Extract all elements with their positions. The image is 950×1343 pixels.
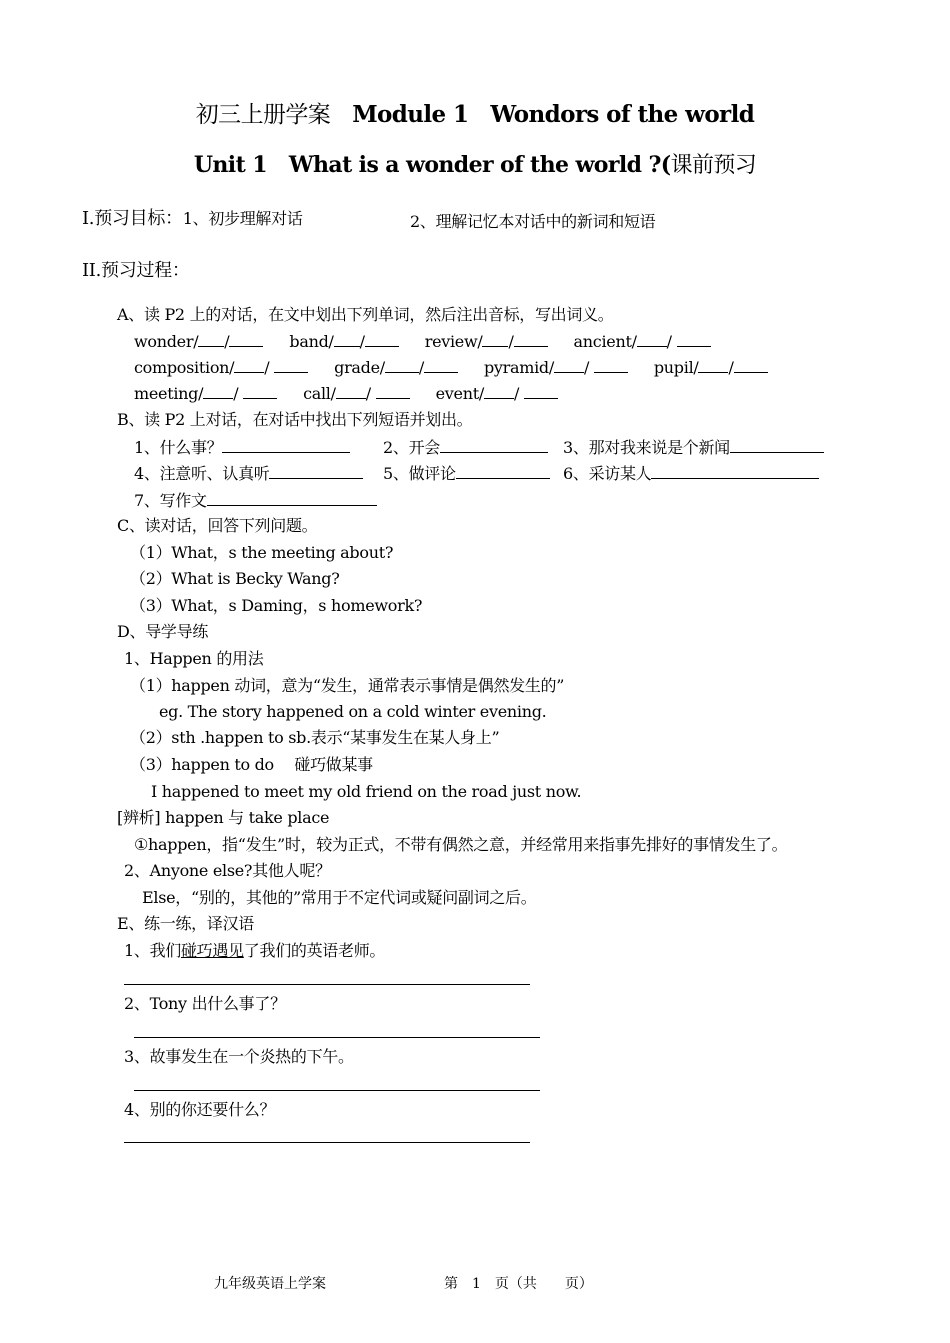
section-e-instruction: E、练一练，译汉语 <box>117 914 254 933</box>
phrase-1: 1、什么事？ <box>134 437 350 458</box>
grammar-item-2: 2、Anyone else?其他人呢？ <box>124 861 331 880</box>
usage-2: （2）sth .happen to sb.表示“某事发生在某人身上” <box>130 728 500 747</box>
example-1: eg. The story happened on a cold winter evening. <box>159 702 547 721</box>
grammar-item-1: 1、Happen 的用法 <box>124 649 264 668</box>
vocab-row-2 <box>134 357 794 378</box>
question-1: （1）What，s the meeting about? <box>130 543 394 562</box>
page-title <box>0 96 950 129</box>
vocab-row-3 <box>134 383 584 404</box>
phrase-5: 5、做评论 <box>383 463 550 484</box>
vocab-item: meeting/ / <box>134 383 277 404</box>
answer-line-3[interactable] <box>134 1090 540 1091</box>
phrase-4: 4、注意听、认真听 <box>134 463 363 484</box>
section-a-instruction: A、读 P2 上的对话，在文中划出下列单词，然后注出音标，写出词义。 <box>117 305 614 324</box>
footer-page-number: 第 1 页（共 页） <box>444 1276 593 1292</box>
vocab-item: band/ / <box>289 331 398 352</box>
answer-line-2[interactable] <box>134 1037 540 1038</box>
usage-3: （3）happen to do 碰巧做某事 <box>130 755 373 774</box>
section-d-instruction: D、导学导练 <box>117 622 209 641</box>
translate-2: 2、Tony 出什么事了？ <box>124 994 286 1013</box>
process-heading: II.预习过程： <box>82 260 190 281</box>
question-2: （2）What is Becky Wang? <box>130 569 340 588</box>
phrase-7: 7、写作文 <box>134 490 377 511</box>
section-b-instruction: B、读 P2 上对话，在对话中找出下列短语并划出。 <box>117 410 473 429</box>
example-3: I happened to meet my old friend on the road just now. <box>151 782 582 801</box>
underlined-phrase: 碰巧遇见 <box>180 941 244 960</box>
unit-suffix: 课前预习 <box>670 153 757 178</box>
vocab-item: pupil/ / <box>654 357 768 378</box>
translate-4: 4、别的你还要什么？ <box>124 1100 276 1119</box>
compare-note-1: ①happen，指“发生”时，较为正式，不带有偶然之意，并经常用来指事先排好的事情发生了。 <box>134 835 788 854</box>
vocab-item: review/ / <box>425 331 548 352</box>
vocab-item: ancient/ / <box>574 331 711 352</box>
unit-title <box>0 148 950 179</box>
goals-heading: I.预习目标： <box>82 208 183 229</box>
phrase-3: 3、那对我来说是个新闻 <box>563 437 824 458</box>
unit-question: What is a wonder of the world ?( <box>288 152 671 178</box>
answer-line-1[interactable] <box>124 984 530 985</box>
vocab-item: grade/ / <box>334 357 458 378</box>
else-note: Else，“别的，其他的”常用于不定代词或疑问副词之后。 <box>142 888 537 907</box>
question-3: （3）What，s Daming，s homework? <box>130 596 423 615</box>
phrase-6: 6、采访某人 <box>563 463 819 484</box>
vocab-item: call/ / <box>303 383 410 404</box>
goals-line <box>82 209 303 229</box>
goal-1: 1、初步理解对话 <box>182 209 303 228</box>
vocab-item: wonder/ / <box>134 331 263 352</box>
phrase-2: 2、开会 <box>383 437 548 458</box>
answer-line-4[interactable] <box>124 1142 530 1143</box>
title-module-name: Wondors of the world <box>490 101 755 128</box>
goal-2: 2、理解记忆本对话中的新词和短语 <box>410 212 656 231</box>
title-module: Module 1 <box>352 101 469 128</box>
translate-1: 1、我们碰巧遇见了我们的英语老师。 <box>124 941 386 960</box>
vocab-item: composition/ / <box>134 357 308 378</box>
translate-3: 3、故事发生在一个炎热的下午。 <box>124 1047 354 1066</box>
footer-title: 九年级英语上学案 <box>214 1276 326 1292</box>
unit-label: Unit 1 <box>193 152 267 178</box>
compare-heading: [辨析] happen 与 take place <box>117 808 330 827</box>
usage-1: （1）happen 动词，意为“发生，通常表示事情是偶然发生的” <box>130 676 565 695</box>
title-cn: 初三上册学案 <box>195 102 331 128</box>
vocab-row-1 <box>134 331 737 352</box>
section-c-instruction: C、读对话，回答下列问题。 <box>117 516 318 535</box>
vocab-item: event/ / <box>436 383 558 404</box>
vocab-item: pyramid/ / <box>484 357 628 378</box>
